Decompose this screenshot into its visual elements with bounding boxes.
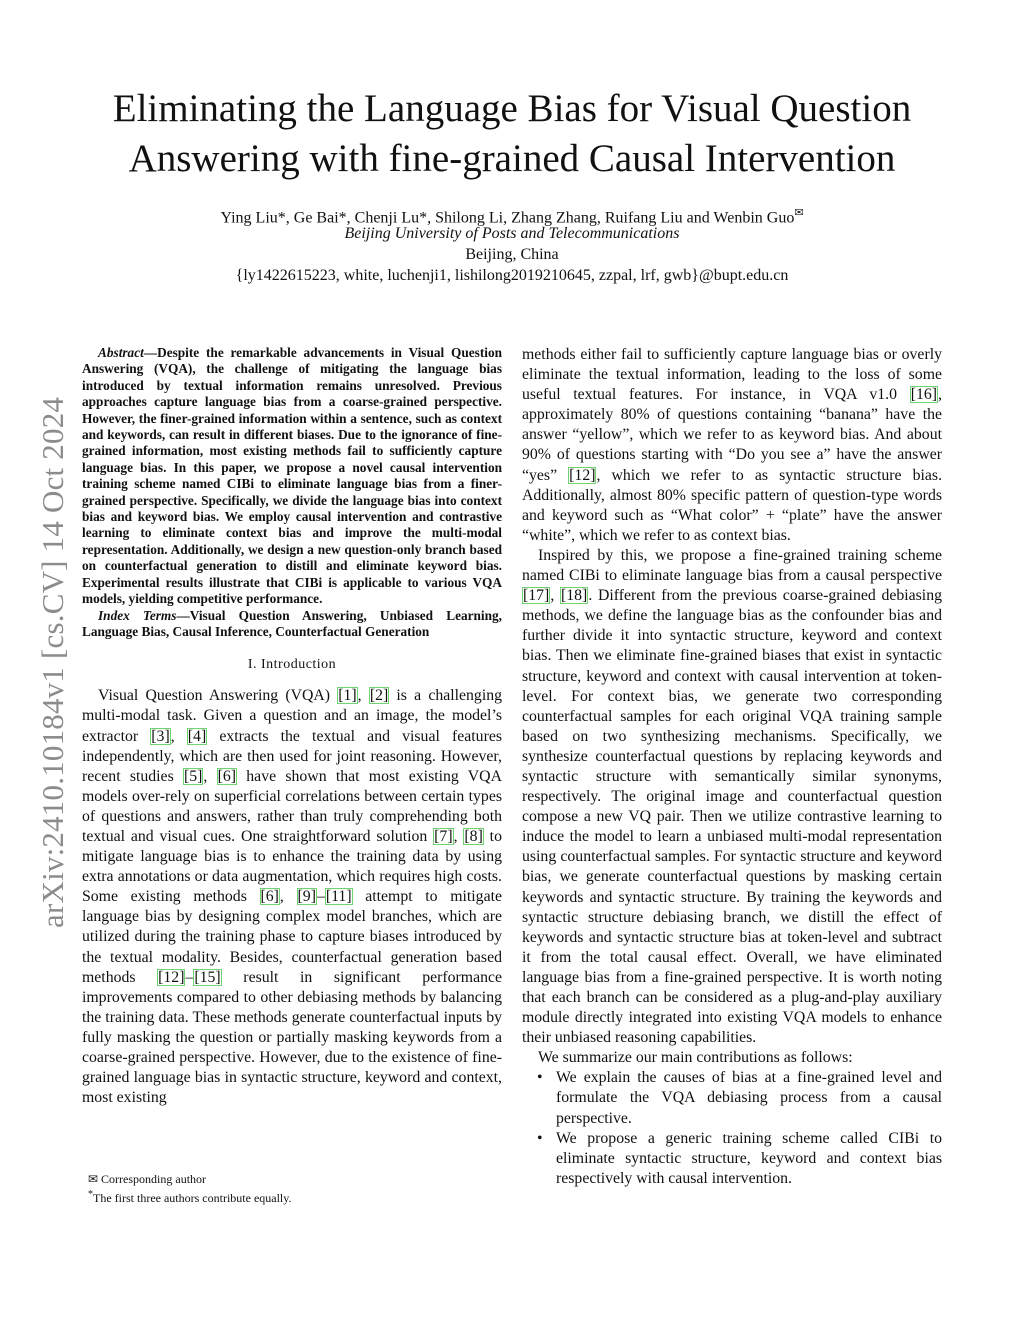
abstract	[82, 345, 502, 608]
citation-link[interactable]: [16]	[910, 386, 938, 404]
text-run: extracts the textual and visual features independently, which are then used for joint reasoning. However, recent studies	[82, 727, 502, 785]
text-run: ,	[550, 587, 560, 605]
corresponding-envelope-icon: ✉	[794, 207, 804, 219]
contributions-list	[522, 1068, 942, 1189]
citation-link[interactable]: [12]	[158, 968, 185, 986]
arxiv-identifier[interactable]: arXiv:2410.10184v1 [cs.CV] 14 Oct 2024	[35, 396, 70, 928]
citation-link[interactable]: [15]	[194, 968, 221, 986]
footnote-equal-contribution	[82, 1187, 502, 1206]
text-run: ,	[279, 888, 297, 906]
list-item-text: We propose a generic training scheme called CIBi to eliminate syntactic structure, keyword and context bias respectively with causal intervention.	[556, 1129, 942, 1187]
text-run: attempt to mitigate language bias by designing complex model branches, which are utilized during the training phase to capture biases introduced by the textual modality. Besides, counterfactual generation based methods	[82, 888, 502, 986]
affiliation: Beijing University of Posts and Telecommunications	[344, 225, 680, 242]
intro-paragraph-3: We summarize our main contributions as follows:	[538, 1049, 853, 1067]
text-run: –	[316, 888, 325, 906]
bullet-icon: •	[537, 1129, 543, 1147]
citation-link[interactable]: [18]	[560, 587, 588, 605]
left-column	[82, 345, 502, 1108]
text-run: ,	[203, 767, 217, 785]
text-run: –	[185, 968, 194, 986]
citation-link[interactable]: [6]	[217, 767, 237, 785]
bullet-icon: •	[537, 1069, 543, 1087]
citation-link[interactable]: [1]	[338, 687, 357, 705]
text-run: is a challenging multi-modal task. Given a question and an image, the model’s extractor	[82, 687, 503, 745]
citation-link[interactable]: [9]	[297, 888, 316, 906]
citation-link[interactable]: [8]	[464, 827, 483, 845]
footnote-corresponding: ✉ Corresponding author	[88, 1172, 207, 1186]
text-run: ,	[357, 687, 369, 705]
citation-link[interactable]: [6]	[260, 888, 279, 906]
title-line-1: Eliminating the Language Bias for Visual Question	[112, 87, 912, 130]
abstract-label: Abstract	[98, 345, 144, 360]
footnote-text: The first three authors contribute equally.	[93, 1191, 292, 1205]
text-run: ,	[453, 827, 464, 845]
footnotes	[82, 1172, 502, 1206]
text-run: . Different from the previous coarse-grained debiasing methods, we define the language bias as the confounder bias and further divide it into syntactic structure, keyword and context bias. Then we eliminate fine-grained biases that exist in syntactic structure, keyword and context with causal intervention at token-level. For context bias, we generate two corresponding counterfactual samples for each original VQA training sample based on two synthesizing mechanisms. Specifically, we synthesize counterfactual questions by replacing keywords and syntactic structure with semantically similar synonyms, respectively. The original image and counterfactual question compose a new VQ pair. Then we utilize contrastive learning to induce the model to learn a unbiased multi-modal representation using counterfactual samples. For syntactic structure and keyword bias, we generate counterfactual questions by masking certain keywords and syntactic structure. By training the keywords and syntactic structure debiasing branch, we distill the effect of keywords and syntactic structure bias at token-level and subtract it from the total causal effect. Overall, we have eliminated language bias from a fine-grained perspective. It is worth noting that each branch can be considered as a plug-and-play auxiliary module directly integrated into existing VQA models to enhance their unbiased reasoning capabilities.	[522, 587, 942, 1047]
location: Beijing, China	[465, 246, 559, 263]
text-run: ,	[170, 727, 187, 745]
citation-link[interactable]: [4]	[187, 727, 207, 745]
index-terms	[82, 608, 502, 641]
paper-title	[60, 84, 964, 184]
text-run: Visual Question Answering (VQA)	[98, 687, 338, 705]
citation-link[interactable]: [17]	[523, 587, 550, 605]
intro-paragraph-1	[82, 686, 502, 1108]
citation-link[interactable]: [12]	[569, 466, 596, 484]
list-item	[522, 1068, 942, 1128]
text-run: result in significant performance improvements compared to other debiasing methods by balancing the training data. These methods generate counterfactual inputs by fully masking the question or partially masking keywords from a coarse-grained perspective. However, due to the existence of fine-grained language bias in syntactic structure, keyword and context, most existing	[82, 968, 502, 1107]
citation-link[interactable]: [3]	[151, 727, 170, 745]
title-line-2: Answering with fine-grained Causal Intervention	[128, 137, 896, 180]
abstract-body: —Despite the remarkable advancements in Visual Question Answering (VQA), the challenge of mitigating the language bias introduced by textual information remains unresolved. Previous approaches capture language bias from a coarse-grained perspective. However, the finer-grained information within a sentence, such as context and keywords, can result in different biases. Due to the ignorance of fine-grained information, most existing methods fail to sufficiently capture language bias. In this paper, we propose a novel causal intervention training scheme named CIBi to eliminate language bias from a finer-grained perspective. Specifically, we divide the language bias into context bias and keyword bias. We employ causal intervention and contrastive learning to eliminate context bias and improve the multi-modal representation. Additionally, we design a new question-only branch based on counterfactual generation to distill and eliminate keyword bias. Experimental results illustrate that CIBi is applicable to various VQA models, yielding competitive performance.	[82, 345, 502, 607]
citation-link[interactable]: [2]	[369, 687, 389, 705]
text-run: to mitigate language bias is to enhance the training data by using extra annotations or data augmentation, which requires high costs. Some existing methods	[82, 827, 502, 906]
index-terms-label: Index Terms	[98, 607, 177, 623]
text-run: methods either fail to sufficiently capture language bias or overly eliminate the textual information, leading to the loss of some useful textual features. For instance, in VQA v1.0	[522, 346, 942, 404]
text-run: have shown that most existing VQA models over-rely on superficial correlations between certain types of questions and answers, rather than truly comprehending both textual and visual cues. One straightforward solution	[82, 767, 502, 845]
list-item	[522, 1129, 942, 1189]
authors-text: Ying Liu*, Ge Bai*, Chenji Lu*, Shilong Li, Zhang Zhang, Ruifang Liu and Wenbin Guo	[220, 209, 795, 227]
index-terms-body: —Visual Question Answering, Unbiased Learning, Language Bias, Causal Inference, Counterfactual Generation	[82, 607, 502, 639]
author-emails[interactable]: {ly1422615223, white, luchenji1, lishilong2019210645, zzpal, lrf, gwb}@bupt.edu.cn	[235, 267, 789, 284]
section-heading-introduction: I. Introduction	[247, 657, 337, 673]
footnote-mark: *	[88, 1189, 93, 1200]
text-run: Inspired by this, we propose a fine-grained training scheme named CIBi to eliminate language bias from a causal perspective	[522, 546, 942, 585]
citation-link[interactable]: [5]	[183, 767, 203, 785]
text-run: , which we refer to as syntactic structure bias. Additionally, almost 80% specific pattern of question-type words and keyword such as “What color” + “plate” have the answer “white”, which we refer to as context bias.	[522, 466, 943, 544]
intro-paragraph-2	[522, 546, 942, 1048]
right-column	[522, 345, 942, 1189]
intro-paragraph-1-continued	[522, 345, 942, 546]
list-item-text: We explain the causes of bias at a fine-grained level and formulate the VQA debiasing process from a causal perspective.	[556, 1069, 942, 1127]
citation-link[interactable]: [11]	[325, 888, 352, 906]
citation-link[interactable]: [7]	[434, 827, 453, 845]
text-run: , approximately 80% of questions containing “banana” have the answer “yellow”, which we refer to as keyword bias. And about 90% of questions starting with “Do you see a” have the answer “yes”	[522, 386, 942, 484]
